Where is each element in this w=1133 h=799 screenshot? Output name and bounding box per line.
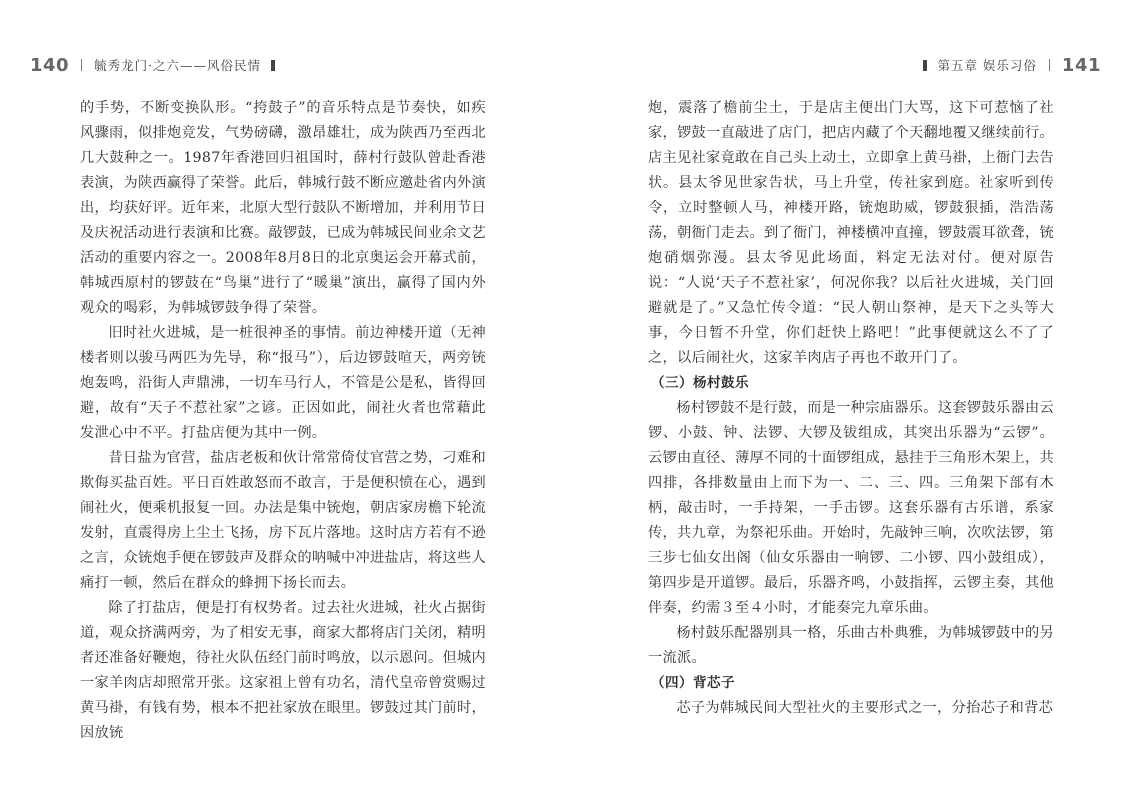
left-page-number: 140 xyxy=(30,54,70,76)
left-page-header xyxy=(30,52,285,78)
header-separator xyxy=(81,59,82,71)
header-block-mark xyxy=(923,60,927,71)
paragraph: 昔日盐为官营，盐店老板和伙计常常倚仗官营之势，刁难和欺侮买盐百姓。平日百姓敢怒而不敢言，于是便积愤在心，遇到闹社火，便乘机报复一回。办法是集中铳炮，朝店家房檐下轮流发射，直震得房上尘土飞扬，房下瓦片落地。这时店方若有不逊之言，众铳炮手便在锣鼓声及群众的呐喊中冲进盐店，将这些人痛打一顿，然后在群众的蜂拥下扬长而去。 xyxy=(80,450,486,591)
right-header-title: 第五章 娱乐习俗 xyxy=(937,58,1037,73)
left-header-title: 毓秀龙门·之六——风俗民情 xyxy=(94,58,262,73)
paragraph: 杨村鼓乐配器别具一格，乐曲古朴典雅，为韩城锣鼓中的另一流派。 xyxy=(648,625,1054,666)
header-block-mark xyxy=(271,60,275,71)
right-page-number: 141 xyxy=(1061,54,1101,76)
section-heading: （四）背芯子 xyxy=(651,675,735,691)
paragraph: 炮，震落了檐前尘土，于是店主便出门大骂，这下可惹恼了社家，锣鼓一直敲进了店门，把店内藏了个天翻地覆又继续前行。店主见社家竟敢在自己头上动土，立即拿上黄马褂，上衙门去告状。县太爷见世家告状，马上升堂，传社家到庭。社家听到传令，立时整顿人马，神楼开路，铳炮助威，锣鼓狠插，浩浩荡荡，朝衙门走去。到了衙门，神楼横冲直撞，锣鼓震耳欲聋，铳炮硝烟弥漫。县太爷见此场面，料定无法对付。便对原告说：“人说‘天子不惹社家’，何况你我？以后社火进城，关门回避就是了。”又急忙传令道：“民人朝山祭神，是天下之头等大事，今日暂不升堂，你们赶快上路吧！”此事便就这么不了了之，以后闹社火，这家羊肉店子再也不敢开门了。 xyxy=(648,100,1054,366)
paragraph: 旧时社火进城，是一桩很神圣的事情。前边神楼开道（无神楼者则以骏马两匹为先导，称“报马”），后边锣鼓喧天，两旁铳炮轰鸣，沿街人声鼎沸，一切车马行人，不管是公是私，皆得回避，故有“天子不惹社家”之谚。正因如此，闹社火者也常藉此发泄心中不平。打盐店便为其中一例。 xyxy=(80,325,486,441)
right-page-header xyxy=(913,52,1101,78)
section-heading: （三）杨村鼓乐 xyxy=(651,375,749,391)
paragraph: 除了打盐店，便是打有权势者。过去社火进城，社火占据街道，观众挤满两旁，为了相安无事，商家大都将店门关闭，精明者还准备好鞭炮，待社火队伍经门前时鸣放，以示恩问。但城内一家羊肉店却照常开张。这家祖上曾有功名，清代皇帝曾赏赐过黄马褂，有钱有势，根本不把社家放在眼里。锣鼓过其门前时，因放铳 xyxy=(80,600,486,741)
header-separator xyxy=(1049,59,1050,71)
right-page-body xyxy=(648,96,1054,721)
right-page xyxy=(566,0,1133,799)
paragraph: 杨村锣鼓不是行鼓，而是一种宗庙器乐。这套锣鼓乐器由云锣、小鼓、钟、法锣、大锣及钹组成，其突出乐器为“云锣”。云锣由直径、薄厚不同的十面锣组成，悬挂于三角形木架上，共四排，各排数量由上而下为一、二、三、四。三角架下部有木柄，敲击时，一手持架，一手击锣。这套乐器有古乐谱，系家传，共九章，为祭祀乐曲。开始时，先敲钟三响，次吹法锣，第三步七仙女出阁（仙女乐器由一响锣、二小锣、四小鼓组成），第四步是开道锣。最后，乐器齐鸣，小鼓指挥，云锣主奏，其他伴奏，约需３至４小时，才能奏完九章乐曲。 xyxy=(648,400,1054,616)
left-page-body xyxy=(80,96,486,746)
paragraph: 芯子为韩城民间大型社火的主要形式之一，分抬芯子和背芯 xyxy=(676,700,1054,716)
paragraph: 的手势，不断变换队形。“挎鼓子”的音乐特点是节奏快，如疾风骤雨，似排炮竞发，气势磅礴，激昂雄壮，成为陕西乃至西北几大鼓种之一。1987年香港回归祖国时，薛村行鼓队曾赴香港表演，为陕西赢得了荣誉。此后，韩城行鼓不断应邀赴省内外演出，均获好评。近年来，北原大型行鼓队不断增加，并利用节日及庆祝活动进行表演和比赛。敲锣鼓，已成为韩城民间业余文艺活动的重要内容之一。2008年8月8日的北京奥运会开幕式前，韩城西原村的锣鼓在“鸟巢”进行了“暖巢”演出，赢得了国内外观众的喝彩，为韩城锣鼓争得了荣誉。 xyxy=(80,100,486,316)
left-page xyxy=(0,0,566,799)
